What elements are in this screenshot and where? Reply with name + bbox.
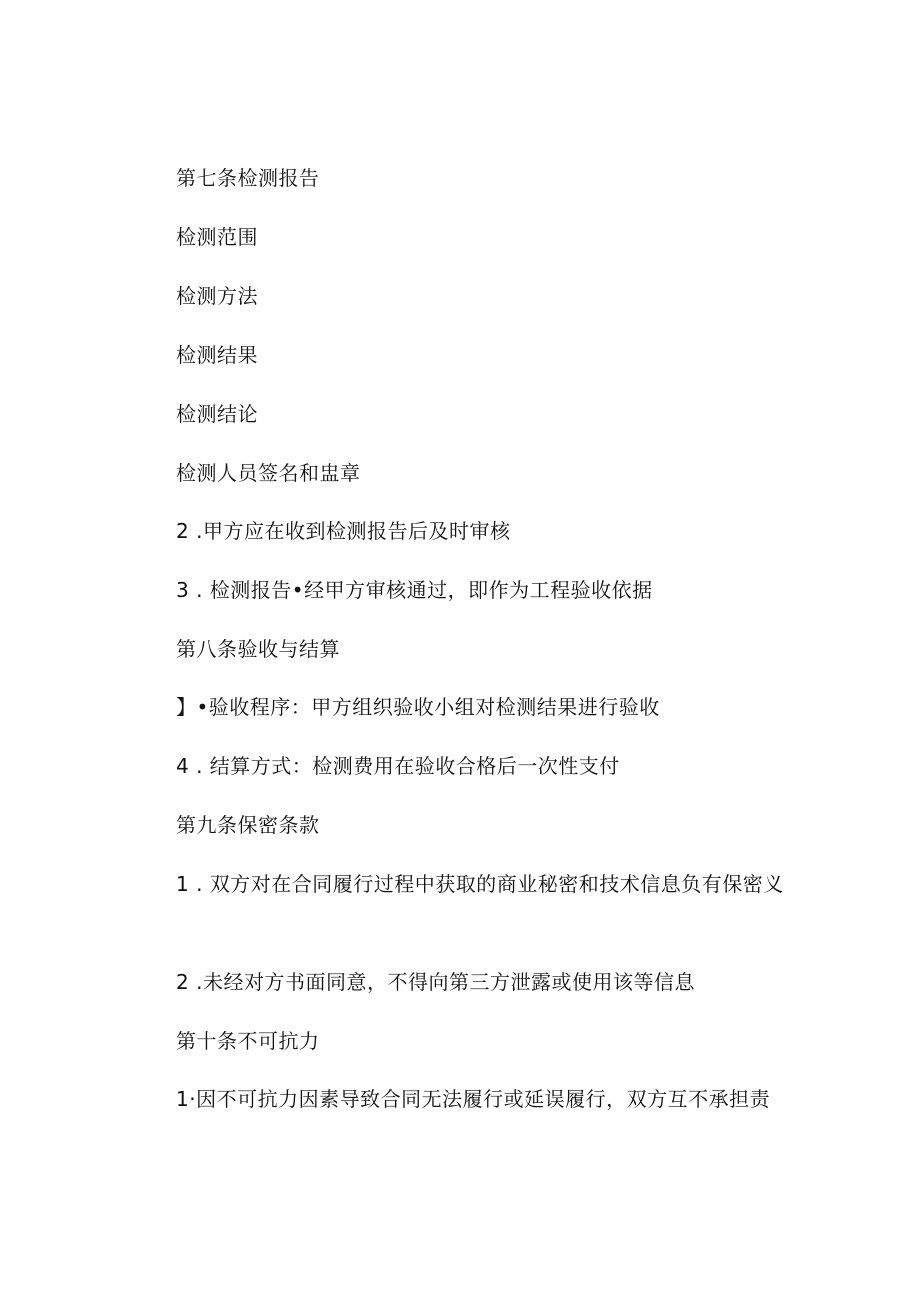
clause-9-1: 1 . 双方对在合同履行过程中获取的商业秘密和技术信息负有保密义 — [176, 872, 784, 896]
article-7-heading: 第七条检测报告 — [176, 166, 320, 190]
item-detection-method: 检测方法 — [176, 284, 258, 308]
clause-7-3: 3 . 检测报告•经甲方审核通过，即作为工程验收依据 — [176, 578, 653, 602]
article-9-heading: 第九条保密条款 — [176, 813, 320, 837]
item-detection-result: 检测结果 — [176, 343, 258, 367]
item-signature-seal: 检测人员签名和盅章 — [176, 461, 361, 485]
clause-7-2: 2 .甲方应在收到检测报告后及时审核 — [176, 519, 511, 543]
item-detection-conclusion: 检测结论 — [176, 402, 258, 426]
clause-10-1: 1·因不可抗力因素导致合同无法履行或延误履行，双方互不承担责 — [176, 1087, 771, 1111]
article-10-heading: 第十条不可抗力 — [176, 1029, 320, 1053]
clause-9-2: 2 .未经对方书面同意，不得向第三方泄露或使用该等信息 — [176, 970, 695, 994]
article-8-heading: 第八条验收与结算 — [176, 637, 340, 661]
item-detection-scope: 检测范围 — [176, 225, 258, 249]
clause-8-1: 】•验收程序：甲方组织验收小组对检测结果进行验收 — [176, 695, 660, 719]
clause-8-2: 4 . 结算方式：检测费用在验收合格后一次性支付 — [176, 754, 620, 778]
